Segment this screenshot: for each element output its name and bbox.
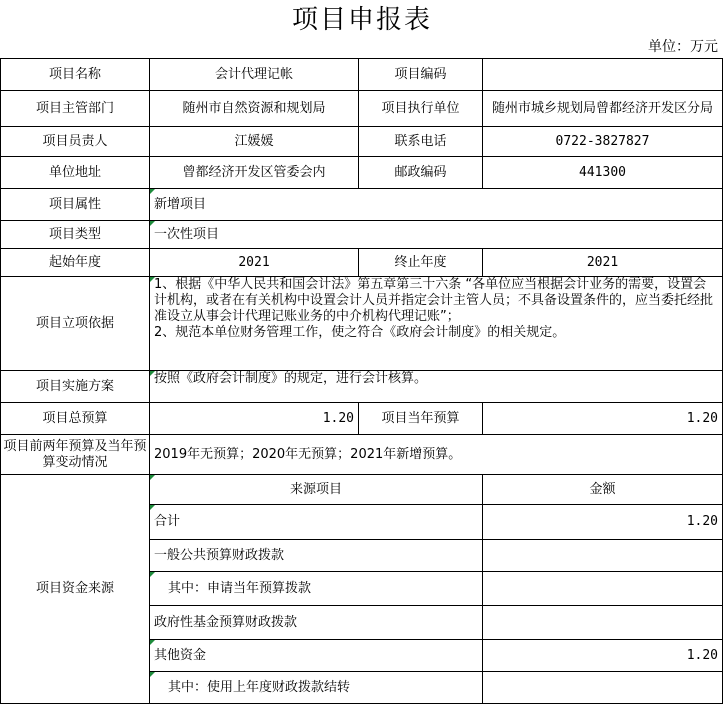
row-type [1,221,723,249]
row-department [1,91,723,127]
funding-amount-header: 金额 [483,475,723,505]
dept-value: 随州市自然资源和规划局 [150,91,359,127]
row-budget [1,403,723,435]
funding-item-name: 一般公共预算财政拨款 [150,540,483,572]
attribute-label: 项目属性 [1,189,150,221]
dept-label: 项目主管部门 [1,91,150,127]
zip-label: 邮政编码 [359,157,483,189]
phone-label: 联系电话 [359,127,483,157]
funding-item-amount: 1.20 [483,505,723,540]
current-budget-value: 1.20 [483,403,723,435]
funding-item-amount [483,672,723,704]
row-attribute [1,189,723,221]
funding-header-row [1,475,723,505]
funding-source-label: 项目资金来源 [1,475,150,704]
basis-value [150,277,723,371]
funding-item-name: 政府性基金预算财政拨款 [150,606,483,640]
funding-item-name: 合计 [150,505,483,540]
basis-label: 项目立项依据 [1,277,150,371]
address-value: 曾都经济开发区管委会内 [150,157,359,189]
funding-item-amount [483,540,723,572]
project-name-value: 会计代理记帐 [150,59,359,91]
end-year-value: 2021 [483,249,723,277]
project-code-label: 项目编码 [359,59,483,91]
row-budget-change [1,435,723,475]
plan-label: 项目实施方案 [1,371,150,403]
row-project-name [1,59,723,91]
funding-item-amount [483,572,723,606]
exec-unit-value: 随州市城乡规划局曾都经济开发区分局 [483,91,723,127]
start-year-label: 起始年度 [1,249,150,277]
exec-unit-label: 项目执行单位 [359,91,483,127]
zip-value: 441300 [483,157,723,189]
attribute-value: 新增项目 [150,189,723,221]
budget-change-label: 项目前两年预算及当年预算变动情况 [1,435,150,475]
total-budget-label: 项目总预算 [1,403,150,435]
funding-item-name: 其中：申请当年预算拨款 [150,572,483,606]
row-plan [1,371,723,403]
type-label: 项目类型 [1,221,150,249]
row-basis [1,277,723,371]
plan-value: 按照《政府会计制度》的规定，进行会计核算。 [150,371,723,403]
project-application-table [0,58,723,704]
basis-line-2: 2、规范本单位财务管理工作，使之符合《政府会计制度》的相关规定。 [154,325,566,340]
funding-item-name: 其他资金 [150,640,483,672]
address-label: 单位地址 [1,157,150,189]
end-year-label: 终止年度 [359,249,483,277]
type-value: 一次性项目 [150,221,723,249]
current-budget-label: 项目当年预算 [359,403,483,435]
page-title: 项目申报表 [291,5,432,35]
phone-value: 0722-3827827 [483,127,723,157]
owner-value: 江媛媛 [150,127,359,157]
unit-label: 单位：万元 [648,39,718,55]
project-code-value [483,59,723,91]
basis-line-1: 1、根据《中华人民共和国会计法》第五章第三十六条 “各单位应当根据会计业务的需要，设置会计机构，或者在有关机构中设置会计人员并指定会计主管人员；不具备设置条件的，应当委托经批准设立从事会计代理记账业务的中介机构代理记账”； [154,277,714,324]
funding-item-name: 其中：使用上年度财政拨款结转 [150,672,483,704]
total-budget-value: 1.20 [150,403,359,435]
budget-change-value: 2019年无预算；2020年无预算；2021年新增预算。 [150,435,723,475]
funding-source-header: 来源项目 [150,475,483,505]
project-name-label: 项目名称 [1,59,150,91]
funding-item-amount: 1.20 [483,640,723,672]
funding-item-amount [483,606,723,640]
start-year-value: 2021 [150,249,359,277]
row-address [1,157,723,189]
row-years [1,249,723,277]
row-owner [1,127,723,157]
owner-label: 项目员责人 [1,127,150,157]
